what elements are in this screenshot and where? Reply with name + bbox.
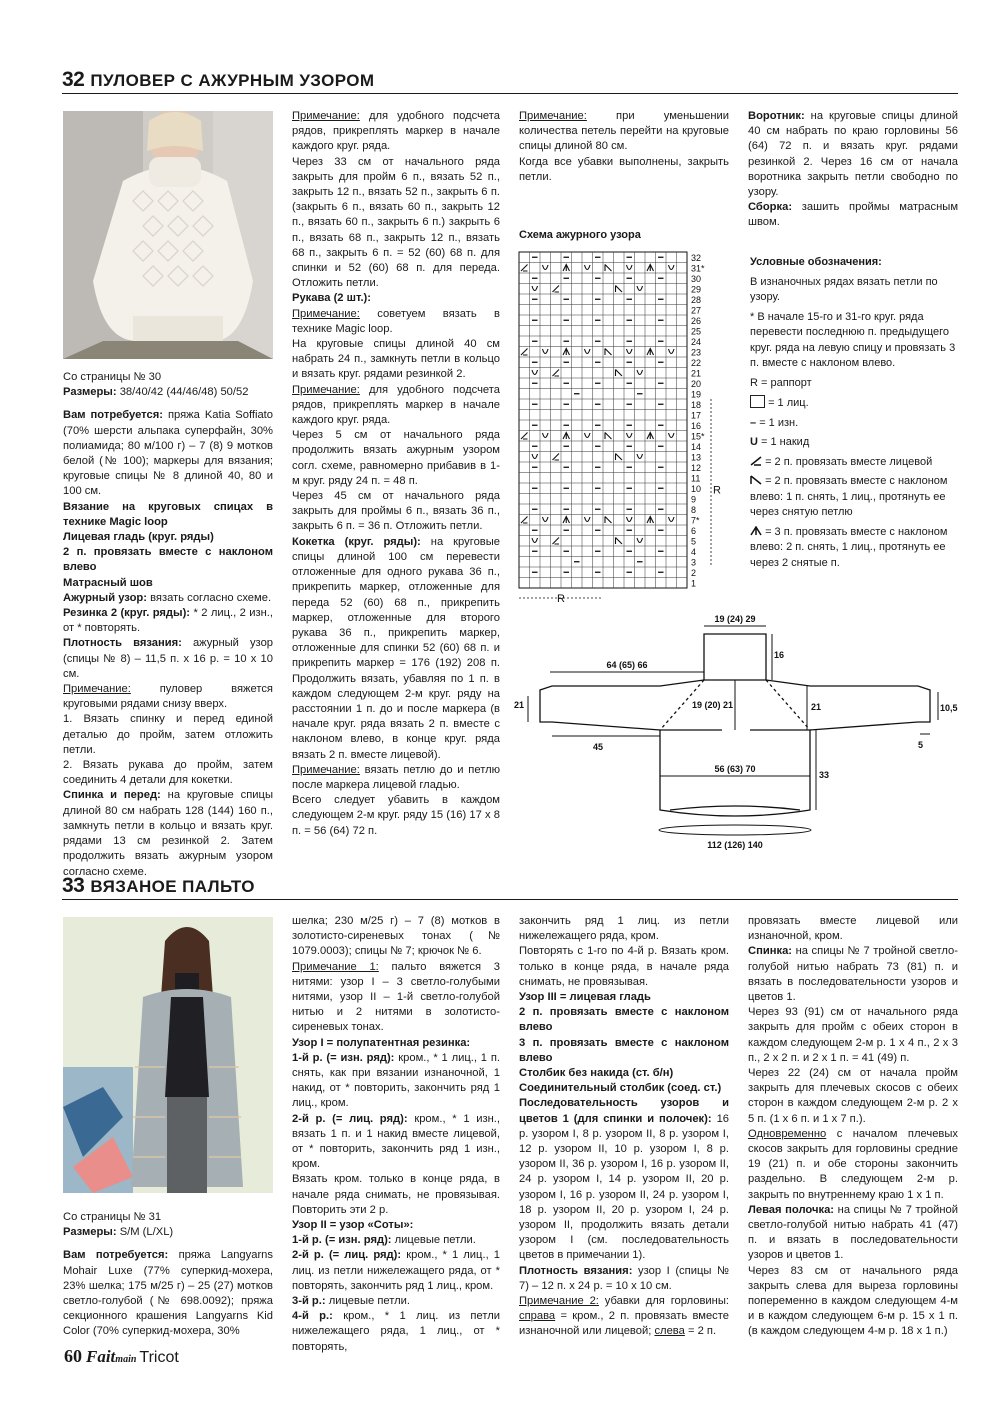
simultaneously-label: Одновременно (748, 1127, 827, 1140)
chart-row-label: 18 (691, 400, 702, 410)
chart-row-label: 21 (691, 368, 702, 379)
coat-technique-1: 2 п. провязать вместе с наклоном влево (519, 1006, 729, 1034)
note-text: пуловер вяжется круговыми рядами снизу вверх. (63, 683, 273, 711)
section-32-col-1 (63, 370, 273, 880)
step-2: 2. Вязать рукава до пройм, затем соединить 4 детали для кокетки. (63, 759, 273, 787)
section-33-col-3 (519, 914, 729, 1340)
materials-label: Вам потребуется: (63, 409, 163, 422)
section-33-header (62, 874, 958, 900)
right-sleeve-outline (750, 680, 930, 730)
coat-technique-3: Столбик без накида (ст. б/н) (519, 1067, 674, 1080)
coat-materials-label: Вам потребуется: (63, 1249, 169, 1262)
simultaneously-text: с началом плечевых скосов закрыть для горловины средние 19 (21) п. и обе стороны закончить раздельно. В следующем 2-м р. закрыть по внутреннему краю 1 х 1 п. (748, 1127, 958, 1201)
col3-note-label: Примечание: (519, 110, 587, 122)
note-label: Примечание: (63, 683, 131, 696)
section-33-col-2 (292, 914, 500, 1355)
chart-row-label: 28 (691, 295, 702, 305)
assembly-text: зашить проймы матрасным швом. (748, 201, 959, 229)
note-3-text: для удобного подсчета рядов, прикреплять маркер в начале каждого круг. ряда. (292, 383, 500, 427)
coat-technique-2: 3 п. провязать вместе с наклоном влево (519, 1036, 729, 1064)
col3-note-text: при уменьшении количества петель перейти на круговые спицы длиной 80 см. (519, 110, 730, 153)
chart-row-label: 12 (691, 463, 702, 473)
p2-row4-cont: закончить ряд 1 лиц. из петли нижележащего ряда, кром. (519, 915, 729, 943)
technique-1: Вязание на круговых спицах в технике Magic loop (63, 500, 273, 528)
legend-yo-text: = 1 накид (761, 436, 810, 448)
dim-neck: 19 (24) 29 (714, 614, 756, 624)
rapport-label-horizontal: R (557, 593, 565, 605)
chart-row-label: 30 (691, 274, 702, 284)
section-32-title: ПУЛОВЕР С АЖУРНЫМ УЗОРОМ (90, 71, 375, 90)
chart-row-label: 17 (691, 410, 702, 421)
note-1-text: для удобного подсчета рядов, прикреплять маркер в начале каждого круг. ряда. (292, 110, 500, 153)
dim-collar: 16 (774, 650, 785, 660)
technique-3: 2 п. провязать вместе с наклоном влево (63, 546, 273, 574)
technique-4: Матрасный шов (63, 576, 153, 589)
p2-row3-label: 3-й р.: (292, 1295, 326, 1308)
chart-row-label: 1 (691, 578, 697, 589)
legend-intro: В изнаночных рядах вязать петли по узору. (750, 275, 938, 303)
p1-row2-text: кром., * 1 изн., вязать 1 п. и 1 накид вместе лицевой, от * повторить, закончить ряд 1 изн., кром. (292, 1112, 501, 1171)
coat-note-1-text: пальто вяжется 3 нитями: узор I – 3 светло-голубыми нитями, узор II – 1-й светло-голубой нитью и 2 нитями в золотисто-сиреневых тонах. (292, 960, 500, 1034)
sequence-heading: Последовательность узоров и цветов 1 (для спинки и полочек): (519, 1097, 729, 1125)
p2-row4-label: 4-й р.: (292, 1310, 333, 1323)
legend-purl-text: = 1 изн. (759, 416, 799, 429)
p2-row2-label: 2-й р. (= лиц. ряд): (292, 1249, 402, 1262)
yarn-over-icon: U (750, 436, 758, 448)
legend-purl (750, 416, 960, 432)
chart-row-label: 8 (691, 505, 697, 515)
note-2-left: слева (654, 1325, 685, 1338)
chart-row-label: 14 (691, 442, 702, 452)
ajour-text: вязать согласно схеме. (150, 591, 272, 604)
p2-row3-text: лицевые петли. (328, 1295, 410, 1308)
dim-cuff-length: 5 (918, 740, 924, 750)
dim-cuff-width: 10,5 (940, 703, 958, 713)
collar-text: на круговые спицы длиной 40 см набрать по краю горловины 56 (64) 72 п. и вязать круг. рядами резинкой 2. Через 16 см от начала воротника закрыть петли свободно по узору. (748, 110, 958, 199)
note-2-t1: = кром., 2 п. провязать вместе изнаночной или лицевой; (519, 1310, 729, 1338)
chart-row-label: 29 (691, 284, 702, 295)
legend-knit-text: = 1 лиц. (768, 397, 809, 409)
note-1-label: Примечание: (292, 110, 360, 122)
pattern-1-heading: Узор I = полупатентная резинка: (292, 1036, 471, 1049)
legend-ssk (750, 474, 960, 521)
p2-row1-label: 1-й р. (= изн. ряд): (292, 1234, 392, 1247)
ssk-icon (750, 475, 762, 485)
sizes-label: Размеры: (63, 386, 117, 399)
coat-back-label: Спинка: (748, 945, 793, 958)
p2-repeat: Повторять с 1-го по 4-й р. Вязать кром. только в конце ряда, в начале ряда снимать, не провязывая. (519, 945, 729, 988)
brand-tricot: Tricot (139, 1349, 179, 1366)
yoke-text: на круговые спицы длиной 100 см перевести отложенные для одного рукава 36 п., прикрепить маркер, отложенные для переда 52 (60) 68 п., прикрепить маркер, отложенные для второго рукава 36 п., прикрепить маркер, отложенные для спинки 52 (60) 68 п. и прикрепить маркер = 176 (192) 208 п. Продолжить вязать, убавляя по 1 п. в каждом следующем 2-м круг. ряду на расстоянии 1 п. до и после маркера (в начале круг. ряда вязать 2 п. вместе с наклоном влево, в конце круг. ряда вязать 2 п. вместе лицевой). (292, 535, 501, 761)
legend-yarn-over (750, 435, 960, 451)
materials-text: пряжа Katia Soffiato (70% шерсти альпака суперфайн, 30% полиамида; 80 м/100 г) – 7 (8) 9 мотков белой (№ 100); маркеры для вязания; круговые спицы № 8 длиной 40, 80 и 100 см. (63, 409, 274, 498)
chart-row-label: 7* (691, 515, 700, 526)
section-33-col-4 (748, 914, 958, 1340)
legend-ssk-text: = 2 п. провязать вместе с наклоном влево: 1 п. снять, 1 лиц., протянуть ее через снятую петлю (750, 475, 948, 518)
rib-text: * 2 лиц., 2 изн., от * повторять. (63, 607, 274, 635)
ajour-label: Ажурный узор: (63, 591, 147, 604)
p1-row1-label: 1-й р. (= изн. ряд): (292, 1051, 395, 1064)
dim-yoke: 64 (65) 66 (606, 660, 648, 670)
chart-row-label: 31* (691, 263, 705, 274)
legend-title: Условные обозначения: (750, 256, 882, 268)
chart-row-label: 19 (691, 389, 702, 400)
back-front-label: Спинка и перед: (63, 789, 161, 802)
sleeve-armhole: Через 45 см от начального ряда закрыть для проймы 6 п., вязать 36 п., закрыть 6 п. = 36 п. Отложить петли. (292, 490, 500, 533)
dim-sleeve-length: 45 (592, 742, 604, 752)
sweater-schematic (510, 610, 960, 855)
bind-off-text: Когда все убавки выполнены, закрыть петли. (519, 155, 729, 183)
coat-from-page: Со страницы № 31 (63, 1211, 162, 1223)
coat-materials-text: пряжа Langyarns Mohair Luxe (77% суперкид-мохера, 23% шелка; 175 м/25 г) – 25 (27) мотков светло-голубой (№ 698.0092); пряжа секционного крашения Langyarns Kid Color (70% суперкид-мохера, 30% (63, 1249, 274, 1338)
section-33-title: ВЯЗАНОЕ ПАЛЬТО (90, 877, 255, 896)
note-2-t2: = 2 п. (687, 1325, 717, 1338)
note-4-text: вязать петлю до и петлю после маркера лицевой гладью. (292, 763, 501, 791)
p2-row2-text: кром., * 1 лиц., 1 лиц. из петли нижележащего ряда, от * повторять, закончить ряд 1 лиц., кром. (292, 1249, 500, 1292)
page-number: 60 (64, 1346, 82, 1366)
chart-row-label: 16 (691, 421, 702, 431)
note-2-label: Примечание: (292, 307, 360, 320)
note-3-label: Примечание: (292, 383, 360, 396)
dim-cuff-left: 21 (514, 700, 525, 710)
legend (750, 255, 960, 575)
chart-row-label: 24 (691, 337, 702, 347)
chart-row-label: 5 (691, 536, 697, 547)
coat-note-1-label: Примечание 1: (292, 960, 379, 973)
chart-row-label: 20 (691, 379, 702, 389)
chart-row-label: 25 (691, 326, 702, 337)
back-front-text: на круговые спицы длиной 80 см набрать 128 (144) 160 п., замкнуть петли в кольцо и вязать круг. рядами 13 см резинкой 2. Затем продолжить вязать ажурным узором согласно схеме. (63, 789, 273, 878)
knit-square-icon (750, 395, 765, 408)
legend-rapport: R = раппорт (750, 376, 812, 389)
p2-row1-text: лицевые петли. (394, 1234, 476, 1247)
technique-2: Лицевая гладь (круг. ряды) (63, 531, 214, 544)
chart-row-label: 27 (691, 305, 702, 316)
coat-density-label: Плотность вязания: (519, 1264, 633, 1277)
sleeve-cast-on: На круговые спицы длиной 40 см набрать 24 п., замкнуть петли в кольцо и вязать круг. рядами резинкой 2. (292, 338, 500, 381)
sleeve-pattern: Через 5 см от начального ряда продолжить вязать ажурным узором согл. схеме, равномерно прибавив в 1-м круг. ряду 24 п. = 48 п. (292, 429, 500, 487)
legend-sk2p (750, 525, 960, 572)
sk2p-icon (750, 526, 762, 536)
legend-knit (750, 395, 960, 412)
note-2-text: советуем вязать в технике Magic loop. (292, 307, 501, 335)
page-footer (64, 1346, 179, 1367)
collar-outline (704, 634, 766, 680)
dim-hem: 112 (126) 140 (707, 840, 763, 850)
density-text: ажурный узор (спицы № 8) – 11,5 п. х 16 р. = 10 х 10 см. (63, 637, 274, 680)
purl-dash-icon: – (750, 416, 757, 429)
chart-row-label: 10 (691, 484, 702, 494)
coat-armhole: Через 93 (91) см от начального ряда закрыть для пройм с обеих сторон в каждом следующем 2-м р. 1 х 4 п., 2 х 3 п., 2 х 2 п. и 2 х 1 п. = 41 (49) п. (748, 1006, 958, 1064)
sizes-value: 38/40/42 (44/46/48) 50/52 (119, 386, 249, 399)
chart-title: Схема ажурного узора (519, 229, 641, 241)
pattern-2-heading: Узор II = узор «Соты»: (292, 1219, 414, 1232)
coat-materials-cont: шелка; 230 м/25 г) – 7 (8) мотков в золотисто-сиреневых тонах (№ 1079.0003); спицы № 7; крючок № 6. (292, 915, 500, 958)
pattern-3-heading: Узор III = лицевая гладь (519, 991, 651, 1004)
section-33-col-1 (63, 1210, 273, 1340)
rib-label: Резинка 2 (круг. ряды): (63, 607, 191, 620)
p2-row4-text: кром., * 1 лиц. из петли нижележащего ряда, 1 лиц., от * повторять, (292, 1310, 500, 1353)
chart-row-label: 23 (691, 347, 702, 358)
chart-row-label: 6 (691, 526, 697, 536)
coat-technique-4: Соединительный столбик (соед. ст.) (519, 1082, 722, 1095)
section-32-number: 32 (62, 68, 85, 91)
dim-body-width: 56 (63) 70 (714, 764, 756, 774)
coat-density-text: узор I (спицы № 7) – 12 п. х 24 р. = 10 х 10 см. (519, 1264, 729, 1292)
ajour-chart (515, 248, 745, 616)
p1-row1-text: кром., * 1 лиц., 1 п. снять, как при вязании изнаночной, 1 накид, от * повторить, закончить ряд 1 лиц., кром. (292, 1051, 501, 1110)
rapport-label-vertical: R (713, 484, 721, 497)
dim-sleeve-right: 21 (811, 702, 822, 712)
legend-star: * В начале 15-го и 31-го круг. ряда перевести последнюю п. предыдущего круг. ряда на левую спицу и провязать 3 п. вместе с наклоном влево. (750, 310, 956, 369)
section-33-number: 33 (62, 874, 85, 897)
armhole-paragraph: Через 33 см от начального ряда закрыть для пройм 6 п., вязать 52 п., закрыть 12 п., вязать 52 п., закрыть 6 п. (закрыть 6 п., вязать 60 п., закрыть 12 п., вязать 60 п., закрыть 6 п.) закрыть 6 п., вязать 68 п., закрыть 12 п., вязать 68 п., закрыть 6 п. = 52 (60) 68 п. для спинки и 52 (60) 68 п. для переда. Отложить петли. (292, 155, 500, 290)
brand-main: main (115, 1354, 137, 1365)
section-32-col-2 (292, 109, 500, 839)
left-front-neck: Через 83 см от начального ряда закрыть слева для выреза горловины попеременно в каждом следующем 4-м и в каждом следующем 6-м р. 15 х 1 п. (в каждом следующем 4-м р. 18 х 1 п.) (748, 1264, 958, 1338)
p1-edge: Вязать кром. только в конце ряда, в начале ряда снимать, не провязывая. Повторить эти 2 р. (292, 1173, 500, 1216)
dim-armhole: 19 (20) 21 (691, 700, 733, 710)
note-2-cont: провязать вместе лицевой или изнаночной, кром. (748, 915, 958, 943)
brand-fait: Fait (86, 1347, 116, 1366)
chart-row-label: 9 (691, 494, 697, 505)
sequence-text: 16 р. узором I, 8 р. узором II, 8 р. узором I, 12 р. узором II, 10 р. узором I, 8 р. узором II, 36 р. узором I, 16 р. узором II, 24 р. узором I, 14 р. узором II, 20 р. узором I, 16 р. узором II, 24 р. узором I, 18 р. узором II, 20 р. узором I, 24 р. узором II, продолжить вязать детали узором I (см. последовательность цветов в примечании 1). (519, 1112, 730, 1262)
coat-shoulders: Через 22 (24) см от начала пройм закрыть для плечевых скосов с обеих сторон в каждом следующем 2-м р. 2 х 5 п. (1 х 6 п. и 1 х 7 п.). (748, 1067, 958, 1125)
chart-row-label: 4 (691, 547, 697, 557)
p1-row2-label: 2-й р. (= лиц. ряд): (292, 1112, 408, 1125)
chart-row-label: 26 (691, 316, 702, 326)
legend-k2tog-text: = 2 п. провязать вместе лицевой (765, 455, 933, 468)
decrease-total: Всего следует убавить в каждом следующем 2-м круг. ряду 15 (16) 17 х 8 п. = 56 (64) 72 п. (292, 794, 500, 837)
legend-k2tog (750, 455, 960, 471)
assembly-label: Сборка: (748, 201, 793, 214)
section-32-col-3 (519, 109, 729, 185)
section-32-col-4 (748, 109, 958, 231)
note-2-right: справа (519, 1310, 556, 1323)
step-1: 1. Вязать спинку и перед единой деталью до пройм, затем отложить петли. (63, 713, 273, 756)
chart-row-label: 15* (691, 431, 705, 442)
dim-body-length: 33 (819, 770, 830, 780)
chart-row-label: 22 (691, 358, 702, 368)
left-front-label: Левая полочка: (748, 1203, 835, 1216)
section-32-header (62, 68, 958, 94)
k2tog-icon (750, 456, 762, 466)
coat-photo (63, 917, 273, 1193)
note-2-label: Примечание 2: (519, 1295, 599, 1308)
hem-curve (670, 806, 800, 810)
chart-row-label: 2 (691, 568, 697, 578)
yoke-label: Кокетка (круг. ряды): (292, 535, 421, 548)
raglan-right (766, 680, 810, 730)
coat-sizes-value: S/M (L/XL) (119, 1226, 174, 1239)
sleeves-heading: Рукава (2 шт.): (292, 292, 371, 305)
note-2-text: убавки для горловины: (604, 1295, 729, 1308)
sweater-photo (63, 111, 273, 359)
coat-sizes-label: Размеры: (63, 1226, 117, 1239)
coat-back-text: на спицы № 7 тройной светло-голубой нитью набрать 73 (81) п. и вязать в последовательности узоров и цветов 1. (748, 945, 958, 1004)
density-label: Плотность вязания: (63, 637, 182, 650)
chart-row-label: 13 (691, 452, 702, 463)
collar-label: Воротник: (748, 110, 805, 122)
left-front-text: на спицы № 7 тройной светло-голубой нитью набрать 41 (47) п. и вязать в последовательности узоров и цветов 1. (748, 1203, 959, 1262)
chart-row-label: 3 (691, 557, 697, 568)
note-4-label: Примечание: (292, 763, 360, 776)
chart-row-label: 32 (691, 253, 702, 263)
chart-row-label: 11 (691, 473, 701, 484)
legend-sk2p-text: = 3 п. провязать вместе с наклоном влево: 2 п. снять, 1 лиц., протянуть ее через 2 снятые п. (750, 525, 948, 569)
from-page-note: Со страницы № 30 (63, 371, 162, 383)
